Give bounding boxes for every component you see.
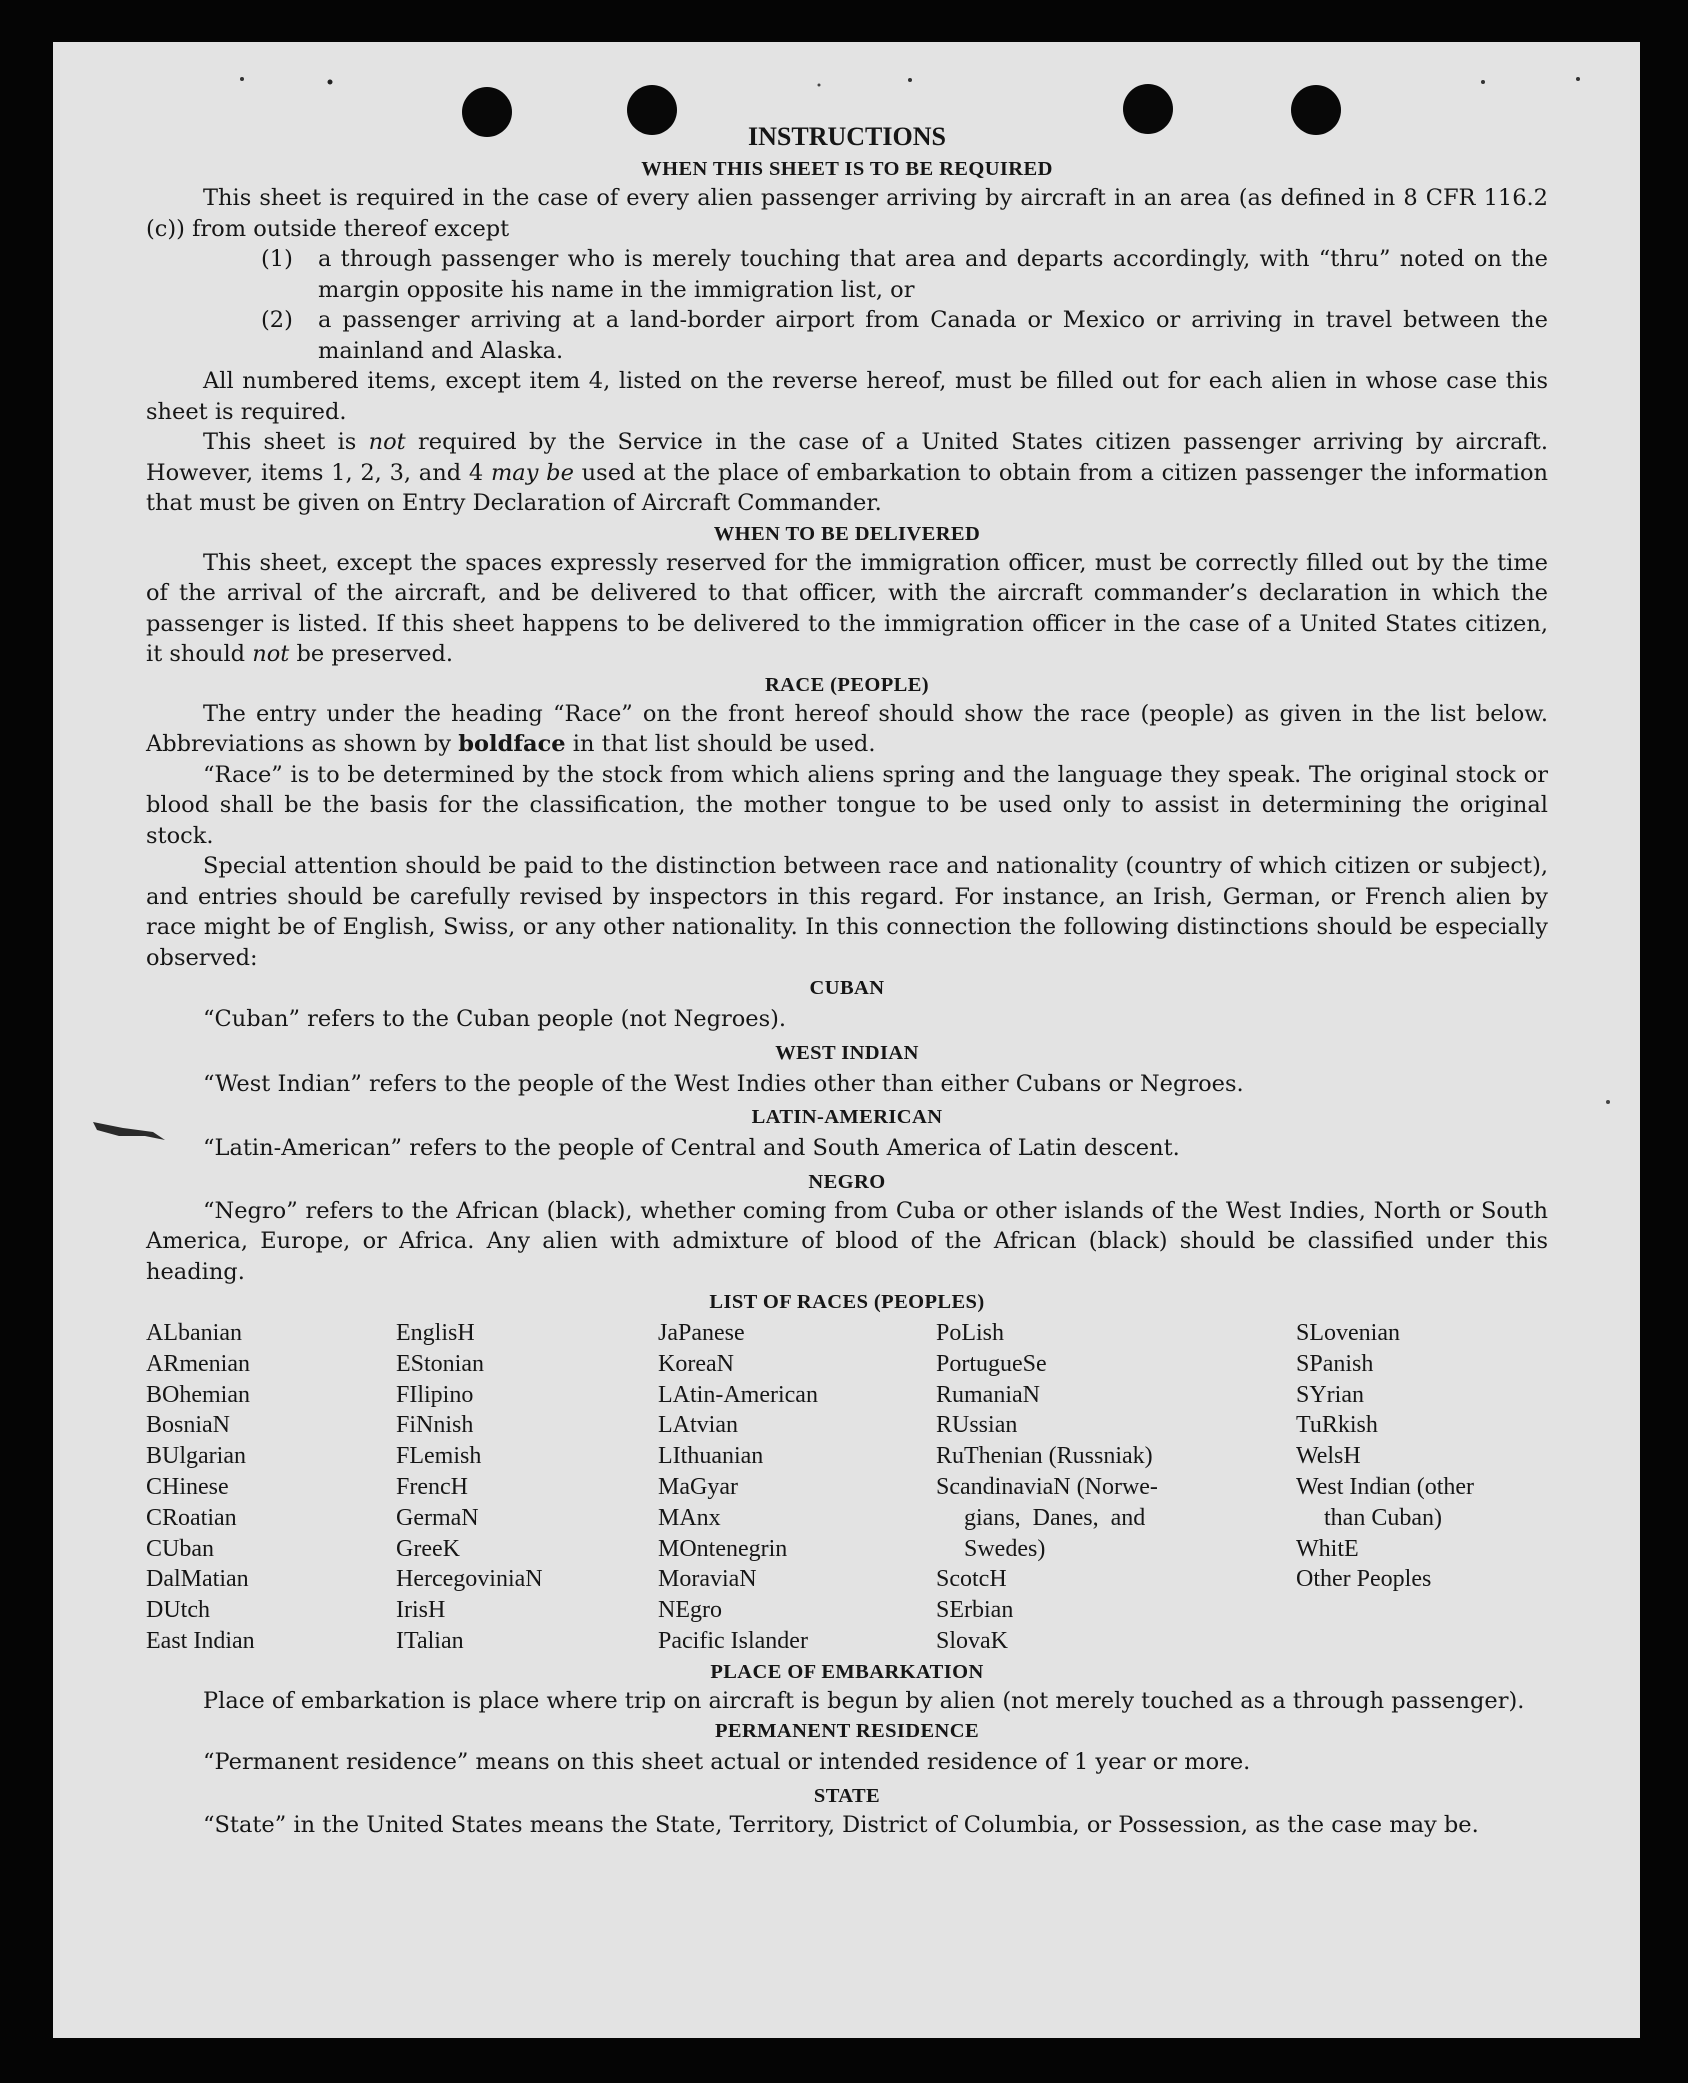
race-item: WelsH <box>1296 1443 1361 1470</box>
race-item: FrencH <box>396 1473 468 1500</box>
paragraph: This sheet is not required by the Service in the case of a United States citizen passenger arriving by aircraft. However, items 1, 2, 3, and 4 may be used at the place of embarkation to obtain from a citizen passenger the information that must be given on Entry Declaration of Aircraft Commander. <box>146 429 1549 516</box>
section-heading-residence: PERMANENT RESIDENCE <box>714 1720 980 1743</box>
paragraph: Special attention should be paid to the distinction between race and nationality (country of which citizen or subject), and entries should be carefully revised by inspectors in this regard. For instance, an Irish, German, or French alien by race might be of English, Swiss, or any other nationality. In this connection the following distinctions should be especially observed: <box>146 853 1548 971</box>
race-item: FIlipino <box>396 1381 474 1408</box>
race-item: SPanish <box>1296 1350 1374 1377</box>
section-heading-west-indian: WEST INDIAN <box>775 1041 919 1064</box>
section-heading-race: RACE (PEOPLE) <box>764 673 930 696</box>
race-item: BosniaN <box>146 1412 230 1439</box>
race-item: PoLish <box>936 1320 1005 1346</box>
race-item: LAtin-American <box>658 1381 818 1408</box>
race-item: MaGyar <box>658 1473 738 1500</box>
paragraph: This sheet, except the spaces expressly reserved for the immigration officer, must be correctly filled out by the time of the arrival of the aircraft, and be delivered to that officer, with the aircraft commander’s declaration in which the passenger is listed. If this sheet happens to be delivered to the immigration officer in the case of a United States citizen, it should not be preserved. <box>146 549 1548 667</box>
race-item: West Indian (other <box>1296 1473 1475 1500</box>
section-heading-embarkation: PLACE OF EMBARKATION <box>710 1660 984 1683</box>
race-item: Pacific Islander <box>658 1627 808 1654</box>
race-item: ITalian <box>396 1627 464 1654</box>
definition-negro: “Negro” refers to the African (black), whether coming from Cuba or other islands of the West Indies, North or South America, Europe, or Africa. Any alien with admixture of blood of the African (black) should be classified under this heading. <box>146 1197 1548 1285</box>
section-heading-state: STATE <box>813 1784 881 1807</box>
race-item: KoreaN <box>658 1350 734 1377</box>
race-item: NEgro <box>658 1597 722 1624</box>
race-item: JaPanese <box>658 1320 745 1346</box>
race-item: ScandinaviaN (Norwe- <box>936 1473 1158 1500</box>
race-item: RumaniaN <box>936 1381 1040 1408</box>
item-number: (1) <box>261 246 293 272</box>
section-heading-when-delivered: WHEN TO BE DELIVERED <box>713 522 981 545</box>
race-item: IrisH <box>396 1597 446 1624</box>
race-item: BOhemian <box>146 1381 250 1408</box>
races-column <box>1296 1318 1548 1657</box>
section-heading-cuban: CUBAN <box>809 977 885 999</box>
race-item: than Cuban) <box>1324 1504 1442 1531</box>
race-item: SErbian <box>936 1597 1014 1624</box>
item-text: a through passenger who is merely touching that area and departs accordingly, with “thru” noted on the margin opposite his name in the immigration list, or <box>318 246 1548 303</box>
paragraph: The entry under the heading “Race” on the front hereof should show the race (people) as given in the list below. Abbreviations as shown by boldface in that list should be used. <box>146 700 1548 757</box>
race-item: WhitE <box>1296 1535 1359 1562</box>
race-item: EStonian <box>396 1350 484 1377</box>
section-heading-negro: NEGRO <box>808 1170 886 1193</box>
race-item: DalMatian <box>146 1566 249 1593</box>
item-text: a passenger arriving at a land-border airport from Canada or Mexico or arriving in travel between the mainland and Alaska. <box>318 307 1548 364</box>
race-item: SLovenian <box>1296 1320 1400 1346</box>
race-item: Swedes) <box>964 1535 1046 1562</box>
race-item: SYrian <box>1296 1381 1364 1408</box>
paragraph: This sheet is required in the case of every alien passenger arriving by aircraft in an area (as defined in 8 CFR 116.2 (c)) from outside thereof except <box>146 185 1548 242</box>
race-item: CRoatian <box>146 1504 237 1531</box>
race-item: RUssian <box>936 1412 1018 1439</box>
races-column <box>396 1318 658 1657</box>
race-item: PortugueSe <box>936 1350 1047 1377</box>
race-item: ScotcH <box>936 1566 1007 1593</box>
definition-latin-american: “Latin-American” refers to the people of Central and South America of Latin descent. <box>203 1135 1180 1161</box>
race-item: GreeK <box>396 1535 460 1562</box>
paragraph: “Race” is to be determined by the stock from which aliens spring and the language they speak. The original stock or blood shall be the basis for the classification, the mother tongue to be used only to assist in determining the original stock. <box>146 761 1548 849</box>
paragraph: All numbered items, except item 4, listed on the reverse hereof, must be filled out for each alien in whose case this sheet is required. <box>146 368 1548 425</box>
races-column <box>146 1318 396 1657</box>
race-item: gians, Danes, and <box>964 1504 1146 1531</box>
instructions-body <box>146 120 1548 1840</box>
race-item: BUlgarian <box>146 1443 246 1470</box>
race-item: RuThenian (Russniak) <box>936 1443 1153 1470</box>
race-item: FLemish <box>396 1443 482 1470</box>
race-item: FiNnish <box>396 1412 474 1439</box>
section-heading-list-of-races: LIST OF RACES (PEOPLES) <box>709 1291 985 1313</box>
race-item: TuRkish <box>1296 1412 1378 1439</box>
section-heading-when-required: WHEN THIS SHEET IS TO BE REQUIRED <box>641 158 1053 180</box>
race-item: East Indian <box>146 1627 255 1654</box>
page-title: INSTRUCTIONS <box>748 122 946 151</box>
race-item: MoraviaN <box>658 1566 757 1593</box>
race-item: ARmenian <box>146 1350 250 1377</box>
definition-residence: “Permanent residence” means on this sheet actual or intended residence of 1 year or more. <box>203 1749 1251 1776</box>
race-item: ALbanian <box>146 1320 242 1346</box>
definition-cuban: “Cuban” refers to the Cuban people (not Negroes). <box>203 1006 787 1032</box>
section-heading-latin-american: LATIN-AMERICAN <box>751 1106 943 1128</box>
item-number: (2) <box>261 307 293 333</box>
races-column <box>658 1318 936 1657</box>
definition-state: “State” in the United States means the State, Territory, District of Columbia, or Possession, as the case may be. <box>203 1811 1479 1838</box>
race-item: Other Peoples <box>1296 1566 1432 1593</box>
paragraph: Place of embarkation is place where trip on aircraft is begun by alien (not merely touched as a through passenger). <box>203 1687 1525 1714</box>
races-list <box>146 1318 1548 1657</box>
document-page <box>53 42 1640 2038</box>
race-item: SlovaK <box>936 1627 1008 1654</box>
race-item: HercegoviniaN <box>396 1566 543 1593</box>
race-item: GermaN <box>396 1504 479 1531</box>
race-item: LIthuanian <box>658 1443 764 1470</box>
race-item: MAnx <box>658 1504 721 1531</box>
race-item: DUtch <box>146 1597 210 1624</box>
race-item: CHinese <box>146 1473 229 1500</box>
list-item <box>146 305 1548 366</box>
race-item: CUban <box>146 1535 214 1562</box>
race-item: EnglisH <box>396 1320 475 1346</box>
race-item: MOntenegrin <box>658 1535 788 1562</box>
list-item <box>146 244 1548 305</box>
race-item: LAtvian <box>658 1412 738 1439</box>
definition-west-indian: “West Indian” refers to the people of the West Indies other than either Cubans or Negroes. <box>203 1070 1244 1097</box>
races-column <box>936 1318 1296 1657</box>
